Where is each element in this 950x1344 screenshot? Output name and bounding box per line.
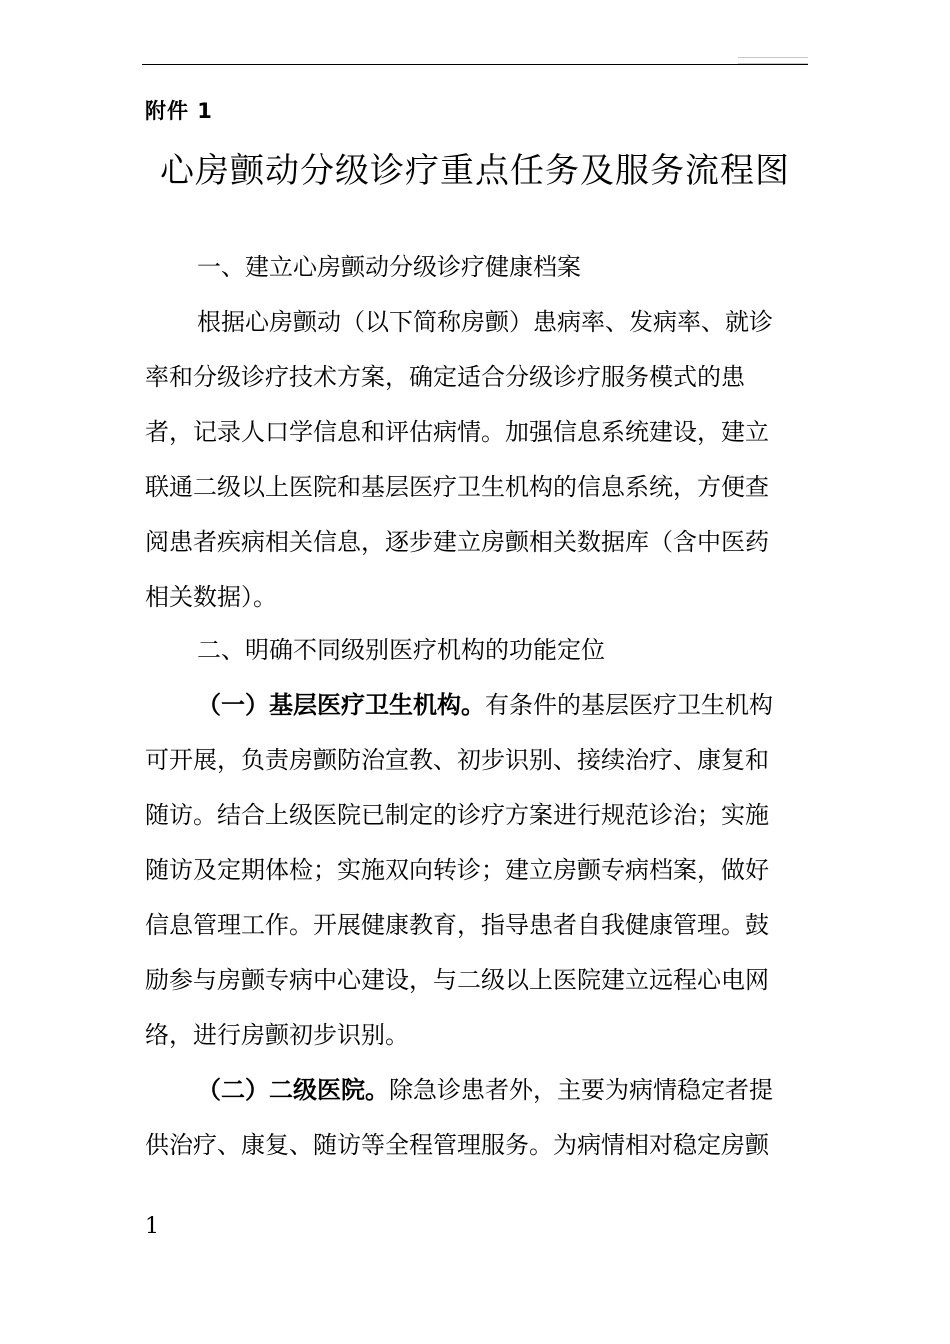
subsection-2-lead: （二）二级医院。 <box>197 1076 389 1104</box>
page-title: 心房颤动分级诊疗重点任务及服务流程图 <box>160 151 790 191</box>
page-number: 1 <box>145 1214 159 1239</box>
paragraph-line: 者，记录人口学信息和评估病情。加强信息系统建设，建立 <box>145 418 769 446</box>
paragraph-line: （一）基层医疗卫生机构。有条件的基层医疗卫生机构 <box>197 691 773 719</box>
paragraph-line: 随访及定期体检；实施双向转诊；建立房颤专病档案，做好 <box>145 856 769 884</box>
attachment-label: 附件 1 <box>145 99 213 123</box>
paragraph-line: 阅患者疾病相关信息，逐步建立房颤相关数据库（含中医药 <box>145 528 769 556</box>
paragraph-line: 可开展，负责房颤防治宣教、初步识别、接续治疗、康复和 <box>145 746 769 774</box>
paragraph-line: 信息管理工作。开展健康教育，指导患者自我健康管理。鼓 <box>145 911 769 939</box>
section-1-heading: 一、建立心房颤动分级诊疗健康档案 <box>197 253 581 281</box>
subsection-2-paragraph <box>145 1063 810 1173</box>
header-rule <box>142 64 808 65</box>
paragraph-line: 率和分级诊疗技术方案，确定适合分级诊疗服务模式的患 <box>145 363 745 391</box>
subsection-1-paragraph <box>145 678 810 1063</box>
paragraph-line: 供治疗、康复、随访等全程管理服务。为病情相对稳定房颤 <box>145 1131 769 1159</box>
paragraph-line: 络，进行房颤初步识别。 <box>145 1021 409 1049</box>
paragraph-line: 相关数据）。 <box>145 583 277 611</box>
paragraph-line: 随访。结合上级医院已制定的诊疗方案进行规范诊治；实施 <box>145 801 769 829</box>
paragraph-line: 根据心房颤动（以下简称房颤）患病率、发病率、就诊 <box>197 308 773 336</box>
header-mark <box>738 57 808 64</box>
paragraph-line: （二）二级医院。除急诊患者外，主要为病情稳定者提 <box>197 1076 773 1104</box>
section-2-heading: 二、明确不同级别医疗机构的功能定位 <box>197 636 605 664</box>
section-1-paragraph <box>145 295 810 625</box>
paragraph-line: 联通二级以上医院和基层医疗卫生机构的信息系统，方便查 <box>145 473 769 501</box>
paragraph-line: 励参与房颤专病中心建设，与二级以上医院建立远程心电网 <box>145 966 769 994</box>
subsection-1-lead: （一）基层医疗卫生机构。 <box>197 691 485 719</box>
